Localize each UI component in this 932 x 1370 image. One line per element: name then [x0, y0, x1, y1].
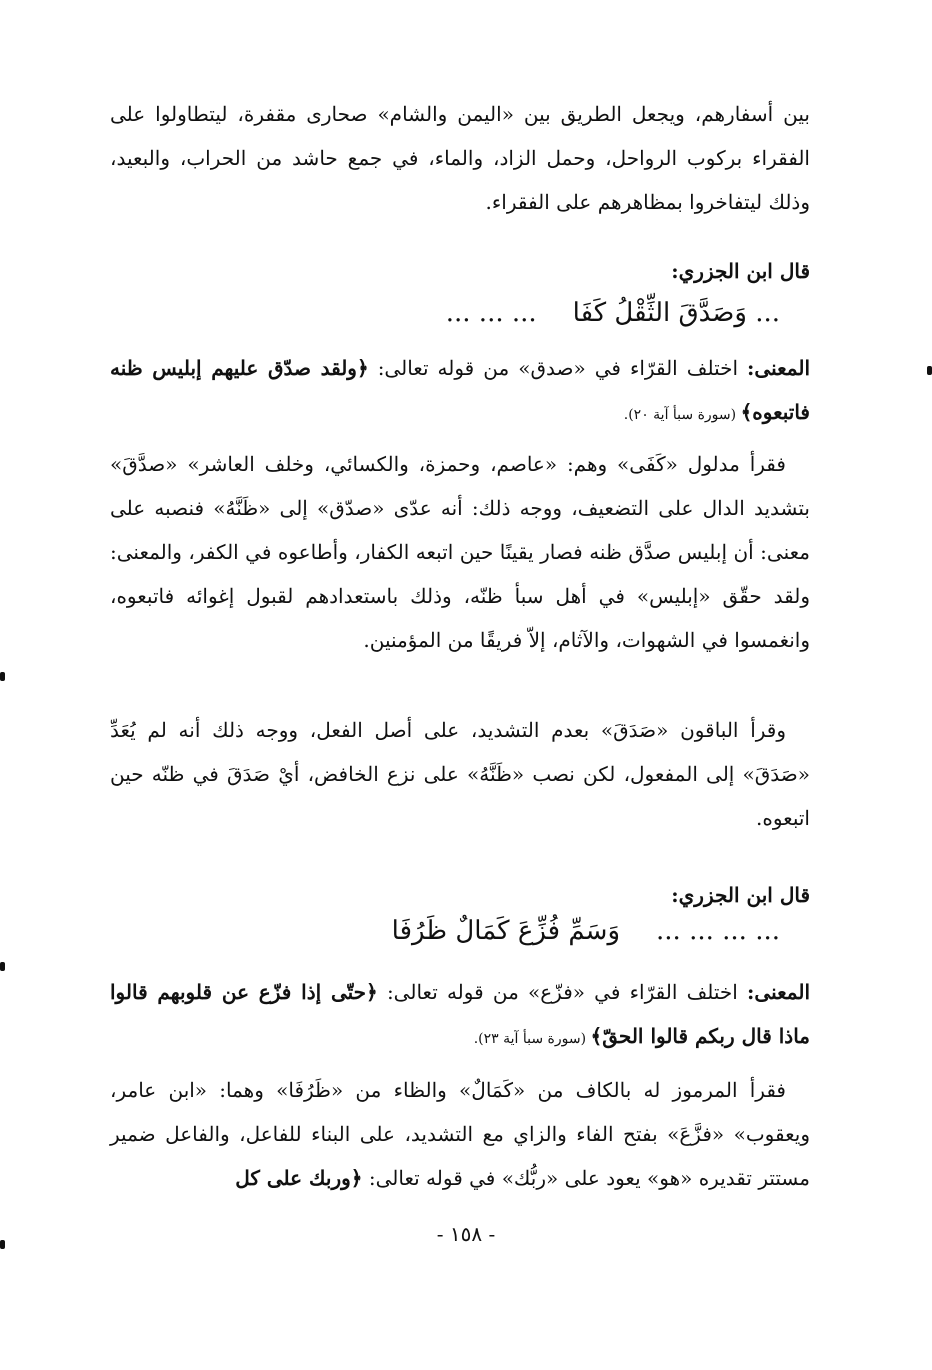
margin-mark	[0, 1240, 5, 1249]
section-2-meaning	[110, 970, 810, 1061]
verse-first-hemistich: ... وَصَدَّقَ الثِّقْلُ كَفَا	[572, 298, 780, 328]
quran-reference: (سورة سبأ آية ٢٠).	[623, 407, 741, 423]
quran-quote: ﴿وربك على كل	[235, 1166, 363, 1190]
section-1-meaning	[110, 346, 810, 437]
paragraph-text: وقرأ الباقون «صَدَقَ» بعدم التشديد، على أصل الفعل، ووجه ذلك أنه لم يُعَدِّ «صَدَقَ» إلى المفعول، لكن نصب «ظَنَّهُ» على نزع الخافض، أيْ صَدَقَ في ظنّه حين اتبعوه.	[110, 718, 810, 830]
quran-reference: (سورة سبأ آية ٢٣).	[473, 1031, 591, 1047]
paragraph-text: فقرأ المرموز له بالكاف من «كَمَالٌ» والظاء من «ظَرُفَا» وهما: «ابن عامر، ويعقوب» «فزَّعَ» بفتح الفاء والزاي مع التشديد، على البناء للفاعل، والفاعل ضمير مستتر تقديره «هو» يعود على «ربُّك» في قوله تعالى:	[110, 1078, 810, 1190]
meaning-text: اختلف القرّاء في «صدق» من قوله تعالى:	[368, 356, 748, 380]
meaning-text: اختلف القرّاء في «فزّع» من قوله تعالى:	[377, 980, 748, 1004]
paragraph-text: بين أسفارهم، ويجعل الطريق بين «اليمن والشام» صحارى مقفرة، ليتطاولوا على الفقراء بركوب الرواحل، وحمل الزاد، والماء، في جمع حاشد من الحراب، والبعيد، وذلك ليتفاخروا بمظاهرهم على الفقراء.	[110, 102, 810, 214]
section-1-paragraph-2	[110, 442, 810, 662]
section-1-paragraph-3	[110, 708, 810, 840]
section-2-paragraph-2	[110, 1068, 810, 1200]
verse-second-hemistich: وَسَمِّ فُزِّعَ كَمَالٌ ظَرُفَا	[391, 916, 621, 946]
quran-quote: ﴿حتّى إذا فزّع عن قلوبهم قالوا ماذا قال ربكم قالوا الحقّ﴾	[110, 980, 810, 1048]
margin-mark	[0, 672, 5, 681]
verse-second-hemistich: ... ... ...	[445, 298, 537, 328]
paragraph-continuation	[110, 92, 810, 224]
margin-mark	[0, 962, 5, 971]
section-2-verse	[140, 914, 780, 948]
margin-mark	[927, 366, 932, 375]
section-2-heading: قال ابن الجزري:	[671, 883, 810, 907]
verse-first-hemistich: ... ... ... ...	[656, 916, 780, 946]
page-number: - ١٥٨ -	[436, 1222, 496, 1246]
section-1-heading: قال ابن الجزري:	[671, 259, 810, 283]
paragraph-text: فقرأ مدلول «كَفَى» وهم: «عاصم، وحمزة، والكسائي، وخلف العاشر» «صدَّقَ» بتشديد الدال على التضعيف، ووجه ذلك: أنه عدّى «صدّق» إلى «ظَنَّهُ» فنصبه على معنى: أن إبليس صدَّق ظنه فصار يقينًا حين اتبعه الكفار، وأطاعوه في الكفر، والمعنى: ولقد حقّق «إبليس» في أهل سبأ ظنّه، وذلك باستعدادهم لقبول إغوائه فاتبعوه، وانغمسوا في الشهوات، والآثام، إلاّ فريقًا من المؤمنين.	[110, 452, 810, 652]
section-1-verse	[140, 296, 780, 330]
meaning-label: المعنى:	[747, 356, 810, 380]
meaning-label: المعنى:	[747, 980, 810, 1004]
quran-quote: ﴿ولقد صدّق عليهم إبليس ظنه فاتبعوه﴾	[110, 356, 810, 424]
